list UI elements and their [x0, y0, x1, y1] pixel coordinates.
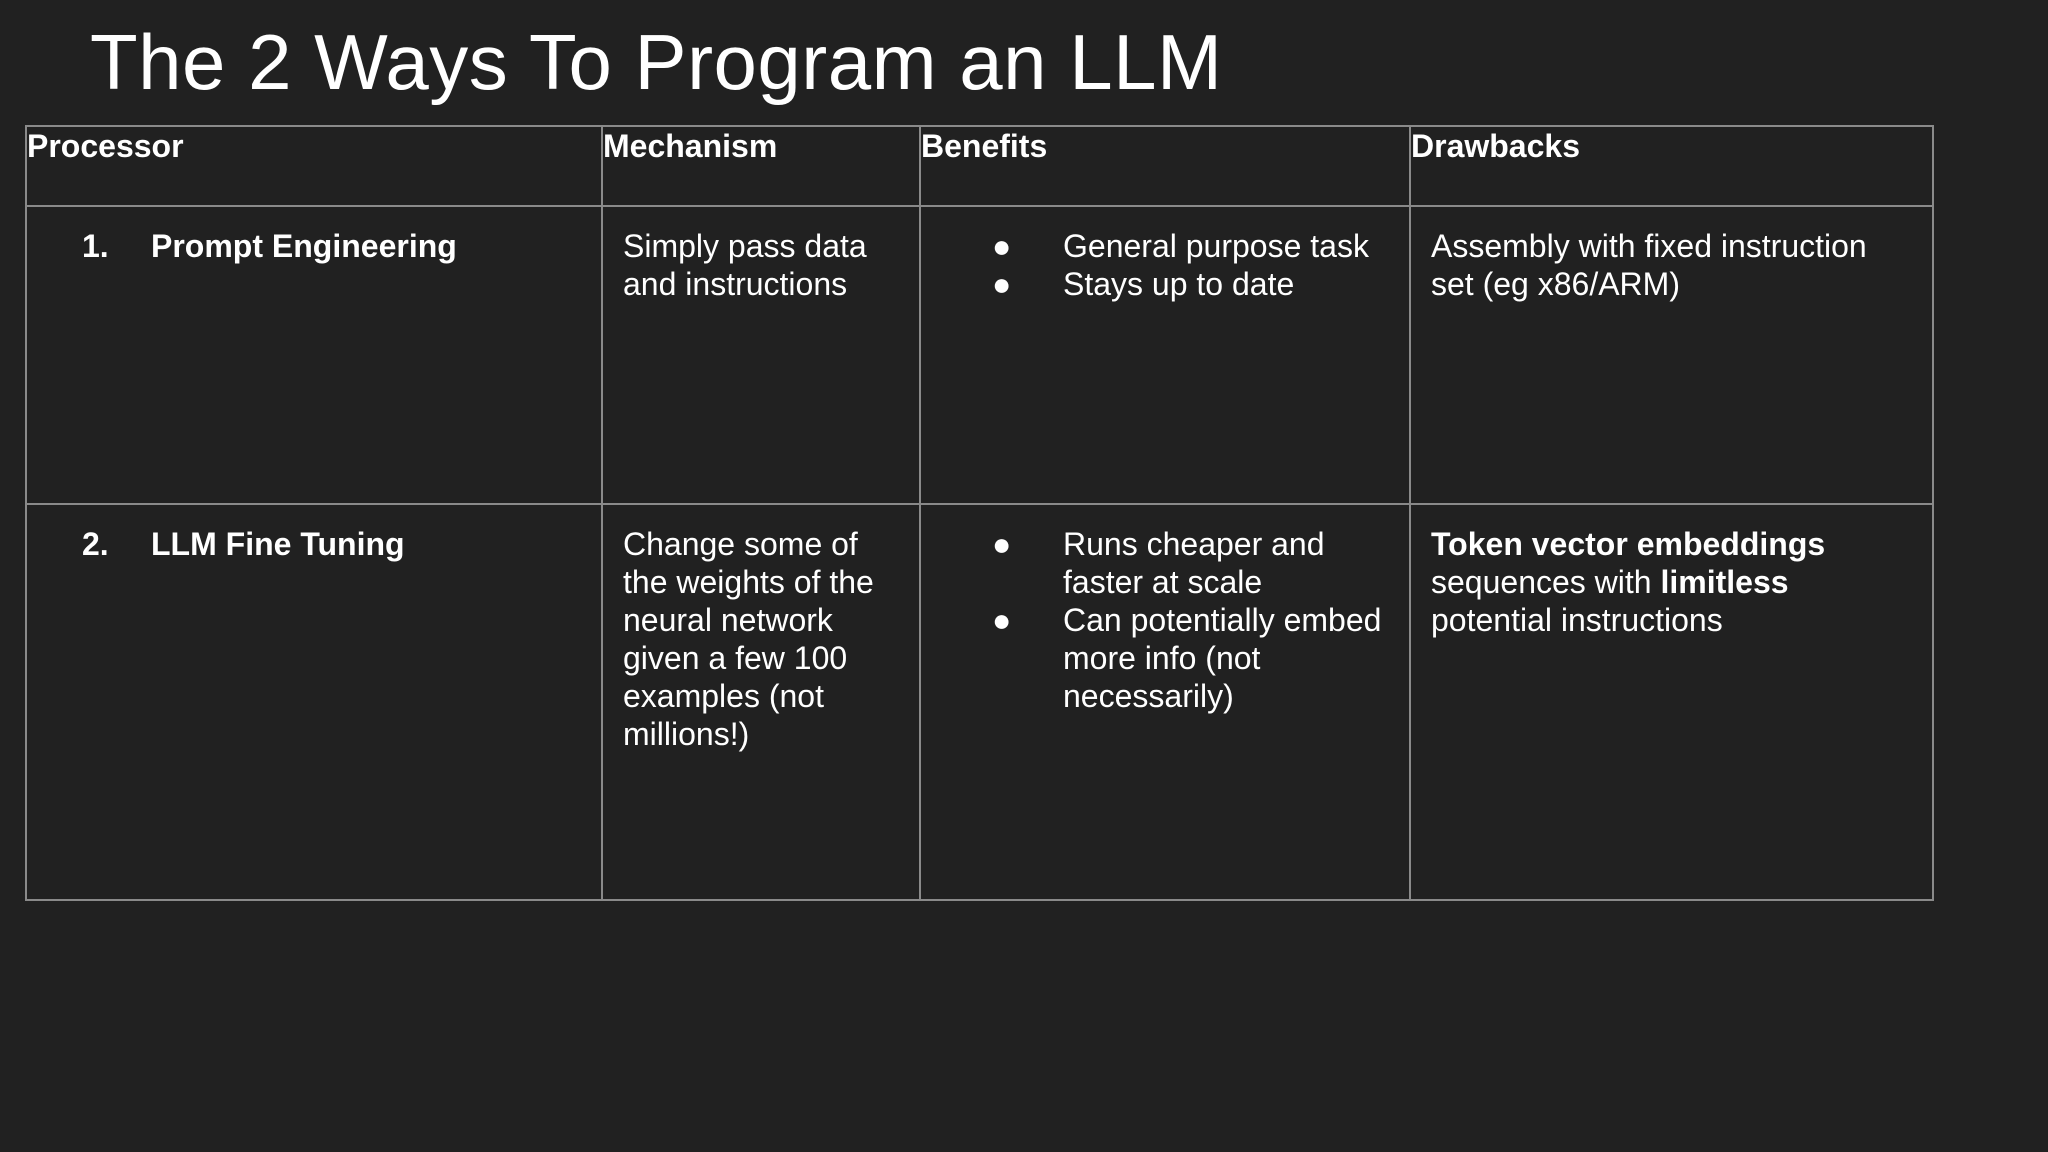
mechanism-cell: [602, 504, 920, 900]
drawback-bold-1: Token vector embeddings: [1431, 526, 1826, 562]
drawbacks-cell: [1410, 504, 1933, 900]
benefit-text: Can potentially embed more info (not necessarily): [1063, 602, 1382, 714]
header-drawbacks: Drawbacks: [1410, 126, 1933, 206]
processor-name: Prompt Engineering: [151, 228, 457, 264]
benefit-list: [941, 525, 1389, 715]
benefit-text: Runs cheaper and faster at scale: [1063, 526, 1325, 600]
row-number: 1.: [82, 228, 109, 264]
benefit-item: [941, 601, 1389, 715]
drawbacks-text: [1411, 505, 1932, 639]
processor-cell: [26, 504, 602, 900]
mechanism-cell: [602, 206, 920, 504]
table-header-row: [26, 126, 1933, 206]
benefits-cell: [920, 206, 1410, 504]
benefit-item: [941, 227, 1389, 265]
benefits-cell: [920, 504, 1410, 900]
processor-name: LLM Fine Tuning: [151, 526, 405, 562]
drawback-bold-2: limitless: [1660, 564, 1789, 600]
benefit-text: Stays up to date: [1063, 266, 1295, 302]
processor-cell: [26, 206, 602, 504]
row-number: 2.: [82, 526, 109, 562]
table-row: [26, 504, 1933, 900]
mechanism-text: Change some of the weights of the neural network given a few 100 examples (not millions!): [623, 526, 874, 752]
drawbacks-cell: [1410, 206, 1933, 504]
slide-title: The 2 Ways To Program an LLM: [90, 18, 1223, 106]
header-processor: Processor: [26, 126, 602, 206]
header-benefits: Benefits: [920, 126, 1410, 206]
drawback-text-1: sequences with: [1431, 564, 1652, 600]
mechanism-text: Simply pass data and instructions: [623, 228, 867, 302]
drawback-text-2: potential instructions: [1431, 602, 1723, 638]
benefit-item: [941, 525, 1389, 601]
bullet-icon: ●: [992, 228, 1012, 264]
bullet-icon: ●: [992, 526, 1012, 562]
benefit-item: [941, 265, 1389, 303]
comparison-table: [25, 125, 1934, 901]
bullet-icon: ●: [992, 602, 1012, 638]
benefit-list: [941, 227, 1389, 303]
benefit-text: General purpose task: [1063, 228, 1369, 264]
header-mechanism: Mechanism: [602, 126, 920, 206]
bullet-icon: ●: [992, 266, 1012, 302]
table-row: [26, 206, 1933, 504]
drawbacks-text: Assembly with fixed instruction set (eg x86/ARM): [1431, 228, 1867, 302]
